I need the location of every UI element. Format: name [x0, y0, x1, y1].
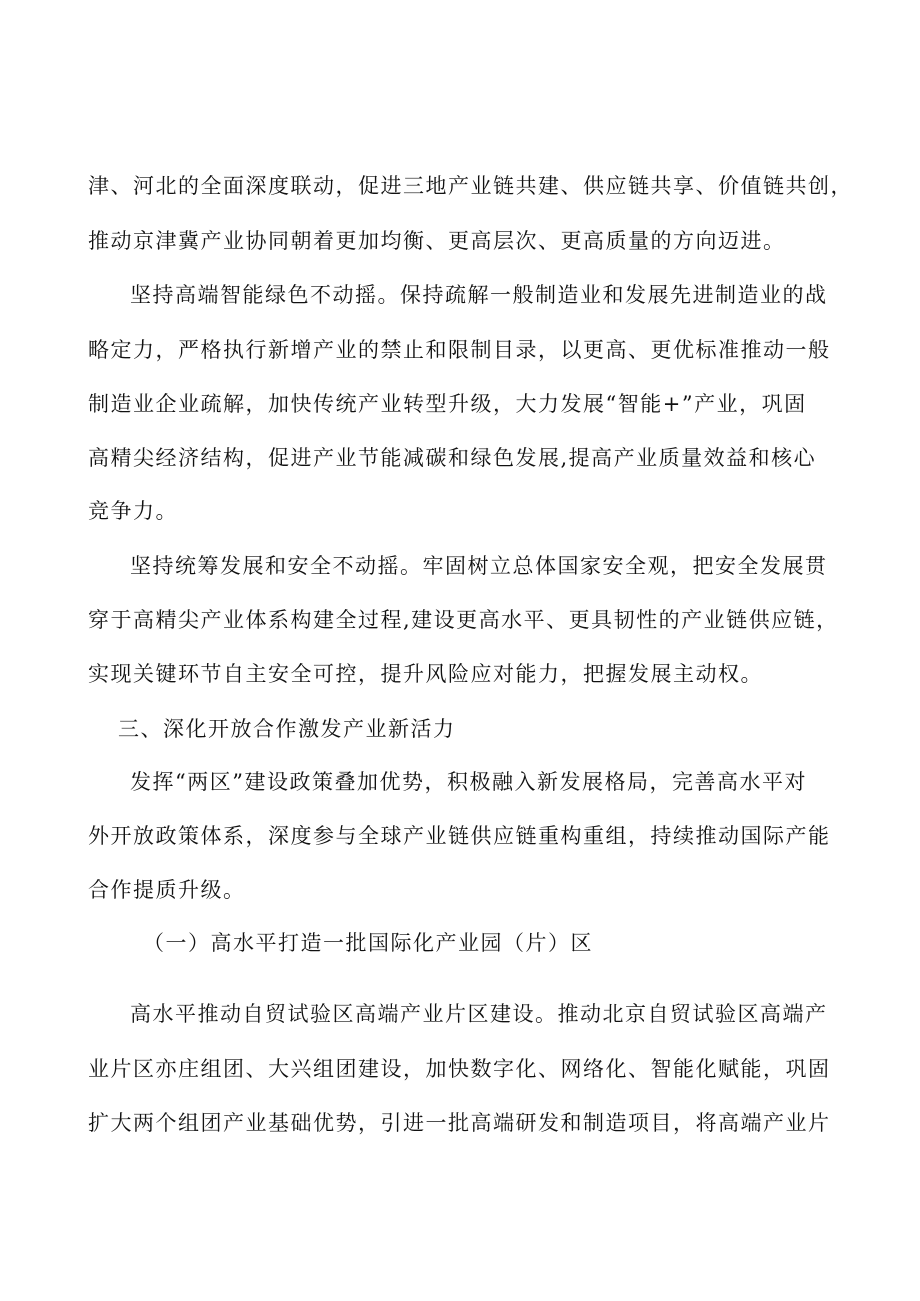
subsection-heading-1: （一）高水平打造一批国际化产业园（片）区 [143, 931, 593, 955]
text-line-5: 制造业企业疏解，加快传统产业转型升级，大力发展“智能+”产业，巩固 [88, 392, 807, 416]
text-line-10: 实现关键环节自主安全可控，提升风险应对能力，把握发展主动权。 [88, 662, 763, 686]
text-line-12: 发挥“两区”建设政策叠加优势，积极融入新发展格局，完善高水平对 [130, 770, 807, 794]
paragraph-heading-development-security: 坚持统筹发展和安全不动摇。牢固树立总体国家安全观，把安全发展贯 [130, 554, 828, 578]
text-line-1: 津、河北的全面深度联动，促进三地产业链共建、供应链共享、价值链共创， [88, 174, 853, 198]
text-line-14: 合作提质升级。 [88, 878, 246, 902]
section-heading-3: 三、深化开放合作激发产业新活力 [118, 717, 456, 741]
text-line-9: 穿于高精尖产业体系构建全过程,建设更高水平、更具韧性的产业链供应链， [88, 608, 839, 632]
text-line-2: 推动京津冀产业协同朝着更加均衡、更高层次、更高质量的方向迈进。 [88, 229, 786, 253]
text-line-6: 高精尖经济结构，促进产业节能减碳和绿色发展,提高产业质量效益和核心 [88, 446, 817, 470]
text-line-17: 业片区亦庄组团、大兴组团建设，加快数字化、网络化、智能化赋能，巩固 [88, 1057, 831, 1081]
text-line-18: 扩大两个组团产业基础优势，引进一批高端研发和制造项目，将高端产业片 [88, 1111, 831, 1135]
text-line-7: 竞争力。 [88, 499, 178, 523]
paragraph-heading-high-end-smart-green: 坚持高端智能绿色不动摇。保持疏解一般制造业和发展先进制造业的战 [130, 283, 828, 307]
text-line-4: 略定力，严格执行新增产业的禁止和限制目录，以更高、更优标准推动一般 [88, 338, 831, 362]
paragraph-heading-free-trade-zone: 高水平推动自贸试验区高端产业片区建设。推动北京自贸试验区高端产 [130, 1002, 828, 1026]
text-line-13: 外开放政策体系，深度参与全球产业链供应链重构重组，持续推动国际产能 [88, 824, 831, 848]
